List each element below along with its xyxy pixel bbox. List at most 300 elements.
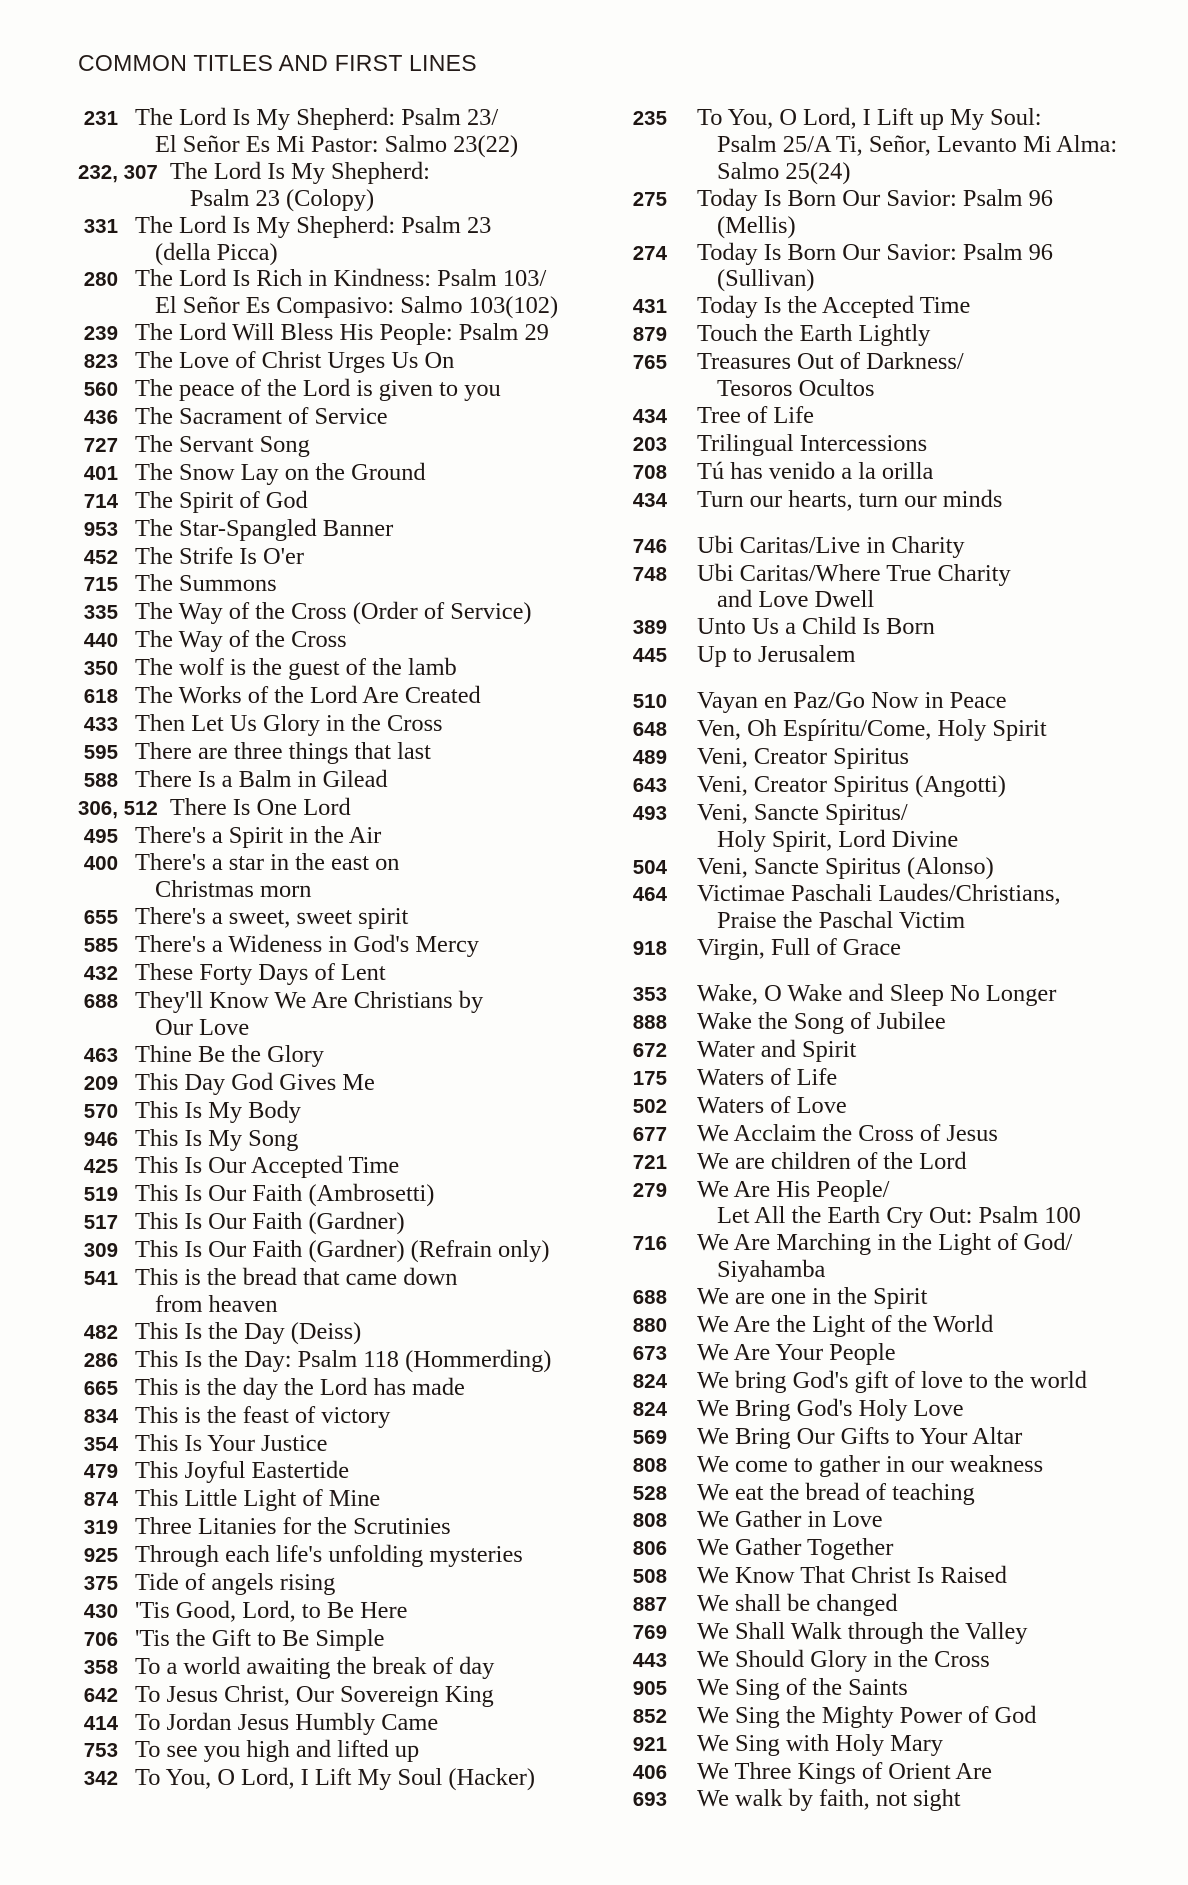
title-line: Turn our hearts, turn our minds <box>697 485 1003 513</box>
index-entry <box>627 772 1172 800</box>
index-entry <box>72 1737 592 1765</box>
hymn-title <box>135 960 386 987</box>
title-line: There's a Wideness in God's Mercy <box>135 931 479 959</box>
title-line: We Know That Christ Is Raised <box>697 1562 1007 1590</box>
index-entry <box>627 1507 1172 1535</box>
title-line: We Gather Together <box>697 1534 894 1562</box>
title-line: Victimae Paschali Laudes/Christians, <box>697 880 1061 908</box>
hymn-number: 925 <box>83 1544 118 1568</box>
index-entry <box>627 1759 1172 1787</box>
index-entry <box>72 1126 592 1154</box>
index-entry <box>627 981 1172 1009</box>
index-entry <box>72 376 592 404</box>
title-line: Three Litanies for the Scrutinies <box>135 1513 451 1541</box>
title-line: This Joyful Eastertide <box>135 1457 350 1485</box>
hymn-number: 874 <box>83 1488 118 1512</box>
hymn-number: 570 <box>83 1099 118 1123</box>
title-line: There Is a Balm in Gilead <box>135 765 388 793</box>
index-entry <box>72 739 592 767</box>
title-line: We eat the bread of teaching <box>697 1478 975 1506</box>
index-entry <box>627 293 1172 321</box>
hymn-title <box>135 1098 301 1125</box>
hymn-number: 354 <box>83 1432 118 1456</box>
title-line: There's a star in the east on <box>135 849 400 877</box>
index-entry <box>72 711 592 739</box>
hymn-number: 746 <box>632 534 667 558</box>
title-line: The Summons <box>135 570 277 598</box>
title-continuation: Psalm 23 (Colopy) <box>189 184 375 212</box>
hymn-title <box>697 186 1053 240</box>
hymn-title <box>697 1284 927 1311</box>
hymn-number: 445 <box>632 644 667 668</box>
index-entry <box>627 1230 1172 1284</box>
hymn-title <box>697 981 1056 1008</box>
hymn-title <box>135 655 457 682</box>
hymn-title <box>697 1121 998 1148</box>
title-line: Touch the Earth Lightly <box>697 320 931 348</box>
index-entry <box>627 321 1172 349</box>
hymn-number: 350 <box>83 657 118 681</box>
hymn-title <box>697 1619 1028 1646</box>
title-continuation: Our Love <box>155 1013 250 1041</box>
index-entry <box>627 240 1172 294</box>
index-entry <box>627 1786 1172 1814</box>
title-line: The Sacrament of Service <box>135 402 388 430</box>
hymn-title <box>135 404 388 431</box>
index-entry <box>627 1424 1172 1452</box>
hymn-number: 673 <box>632 1341 667 1365</box>
index-entry <box>72 266 592 320</box>
hymn-number: 463 <box>83 1043 118 1067</box>
index-entry <box>72 1486 592 1514</box>
index-entry <box>627 1065 1172 1093</box>
hymn-number: 274 <box>632 241 667 265</box>
title-line: To You, O Lord, I Lift My Soul (Hacker) <box>135 1764 536 1792</box>
title-line: We shall be changed <box>697 1590 898 1618</box>
index-entry <box>627 642 1172 670</box>
hymn-number: 953 <box>83 517 118 541</box>
hymn-number: 585 <box>83 934 118 958</box>
title-line: We bring God's gift of love to the world <box>697 1366 1087 1394</box>
title-line: To Jordan Jesus Humbly Came <box>135 1708 439 1736</box>
hymn-title <box>697 1149 967 1176</box>
index-entry <box>627 1703 1172 1731</box>
hymn-number: 672 <box>632 1039 667 1062</box>
hymn-title <box>697 800 958 854</box>
hymn-number: 677 <box>632 1122 667 1146</box>
hymn-number: 508 <box>632 1565 667 1589</box>
hymn-number: 502 <box>632 1094 667 1118</box>
hymn-number: 309 <box>83 1239 118 1263</box>
index-entry <box>72 1458 592 1486</box>
hymn-title <box>697 1396 964 1423</box>
index-entry <box>627 1675 1172 1703</box>
title-line: The Lord Is My Shepherd: <box>169 157 430 185</box>
hymn-number: 335 <box>83 601 118 625</box>
hymn-title <box>135 348 454 375</box>
hymn-number: 482 <box>83 1320 118 1344</box>
index-entry <box>72 320 592 348</box>
hymn-number: 643 <box>632 773 667 797</box>
index-entry <box>627 1009 1172 1037</box>
title-line: Then Let Us Glory in the Cross <box>135 709 443 737</box>
title-continuation: (Sullivan) <box>717 265 815 293</box>
index-entry <box>72 683 592 711</box>
title-line: We Sing the Mighty Power of God <box>697 1701 1037 1729</box>
title-line: Trilingual Intercessions <box>697 429 928 457</box>
index-entry <box>627 744 1172 772</box>
hymn-number: 209 <box>83 1071 118 1095</box>
hymn-number: 808 <box>632 1453 667 1477</box>
index-entry <box>627 1121 1172 1149</box>
right-column <box>627 105 1172 1814</box>
hymn-number: 306, 512 <box>78 796 158 820</box>
title-continuation: El Señor Es Compasivo: Salmo 103(102) <box>155 292 559 320</box>
hymn-title <box>135 739 431 766</box>
hymn-number: 806 <box>632 1537 667 1561</box>
hymn-number: 425 <box>83 1155 118 1179</box>
hymn-number: 430 <box>83 1599 118 1623</box>
hymn-number: 528 <box>632 1481 667 1505</box>
hymn-number: 519 <box>83 1183 118 1207</box>
hymn-number: 921 <box>632 1732 667 1756</box>
hymn-title <box>697 105 1117 186</box>
index-entry <box>627 1312 1172 1340</box>
title-line: This Little Light of Mine <box>135 1485 381 1513</box>
hymn-number: 748 <box>632 562 667 586</box>
hymn-number: 918 <box>632 937 667 961</box>
title-line: The Works of the Lord Are Created <box>135 682 481 710</box>
index-entry <box>627 1037 1172 1065</box>
hymn-title <box>135 488 308 515</box>
index-entry <box>72 1403 592 1431</box>
index-entry <box>72 1598 592 1626</box>
hymn-number: 727 <box>83 433 118 457</box>
hymn-number: 879 <box>632 323 667 347</box>
title-continuation: (della Picca) <box>155 238 278 266</box>
index-entry <box>72 1042 592 1070</box>
hymn-number: 648 <box>632 718 667 742</box>
hymn-title <box>135 904 408 931</box>
title-line: Waters of Life <box>697 1063 838 1091</box>
title-line: This Is the Day (Deiss) <box>135 1317 362 1345</box>
title-line: We are one in the Spirit <box>697 1283 928 1311</box>
index-entry <box>72 348 592 376</box>
hymn-title <box>697 1786 961 1813</box>
hymn-number: 489 <box>632 745 667 769</box>
title-continuation: Praise the Paschal Victim <box>717 907 966 935</box>
title-line: Tide of angels rising <box>135 1569 336 1597</box>
hymn-number: 452 <box>83 545 118 569</box>
hymn-number: 769 <box>632 1621 667 1645</box>
hymn-title <box>697 1312 993 1339</box>
hymn-number: 389 <box>632 616 667 640</box>
hymn-number: 280 <box>83 268 118 292</box>
title-line: Water and Spirit <box>697 1036 857 1063</box>
hymn-number: 353 <box>632 983 667 1007</box>
index-entry <box>627 1284 1172 1312</box>
hymn-title <box>135 1265 457 1319</box>
title-line: Veni, Sancte Spiritus/ <box>697 798 908 826</box>
title-line: Wake, O Wake and Sleep No Longer <box>697 980 1057 1008</box>
hymn-number: 493 <box>632 801 667 825</box>
title-continuation: Christmas morn <box>155 876 312 904</box>
hymn-title <box>135 432 310 459</box>
hymn-title <box>697 1065 837 1092</box>
title-line: 'Tis Good, Lord, to Be Here <box>135 1596 408 1624</box>
hymn-title <box>697 1591 898 1618</box>
hymn-title <box>697 1037 856 1064</box>
title-line: They'll Know We Are Christians by <box>135 987 484 1014</box>
hymn-number: 436 <box>83 405 118 429</box>
title-continuation: Let All the Earth Cry Out: Psalm 100 <box>717 1202 1081 1230</box>
title-line: The peace of the Lord is given to you <box>135 375 501 403</box>
hymn-number: 235 <box>632 107 667 130</box>
hymn-number: 279 <box>632 1178 667 1202</box>
index-entry <box>72 544 592 572</box>
index-entry <box>72 1570 592 1598</box>
title-line: This Is Our Faith (Gardner) <box>135 1208 405 1236</box>
hymn-title <box>135 1514 451 1541</box>
hymn-title <box>135 1153 399 1180</box>
hymn-title <box>697 403 814 430</box>
hymn-number: 175 <box>632 1066 667 1090</box>
hymn-number: 358 <box>83 1655 118 1679</box>
title-line: Veni, Creator Spiritus (Angotti) <box>697 770 1006 798</box>
title-continuation: Salmo 25(24) <box>717 157 851 185</box>
hymn-number: 753 <box>83 1739 118 1763</box>
index-entry <box>627 854 1172 882</box>
title-line: Up to Jerusalem <box>697 641 856 669</box>
hymn-number: 714 <box>83 489 118 513</box>
hymn-number: 946 <box>83 1127 118 1151</box>
hymn-title <box>697 349 964 403</box>
title-line: Virgin, Full of Grace <box>697 934 902 962</box>
title-line: Today Is the Accepted Time <box>697 292 971 320</box>
title-line: Vayan en Paz/Go Now in Peace <box>697 687 1007 715</box>
hymn-number: 401 <box>83 461 118 485</box>
hymn-title <box>135 1542 523 1569</box>
title-line: The Strife Is O'er <box>135 542 304 570</box>
index-entry <box>627 1591 1172 1619</box>
hymn-title <box>135 627 347 654</box>
hymn-number: 706 <box>83 1627 118 1651</box>
index-entry <box>72 488 592 516</box>
hymn-title <box>135 1403 390 1430</box>
title-line: This is the feast of victory <box>135 1401 391 1429</box>
hymn-number: 414 <box>83 1711 118 1735</box>
index-entry <box>72 105 592 159</box>
hymn-number: 504 <box>632 855 667 879</box>
hymn-number: 443 <box>632 1648 667 1672</box>
title-line: These Forty Days of Lent <box>135 959 386 987</box>
title-line: This Is Your Justice <box>135 1429 328 1457</box>
hymn-title <box>135 711 443 738</box>
title-continuation: Holy Spirit, Lord Divine <box>717 825 959 853</box>
index-entry <box>72 516 592 544</box>
hymn-title <box>697 1480 975 1507</box>
title-continuation: from heaven <box>155 1290 278 1318</box>
hymn-title <box>135 932 479 959</box>
title-line: This Is Our Faith (Gardner) (Refrain only) <box>135 1236 550 1264</box>
title-line: We Sing of the Saints <box>697 1673 908 1701</box>
hymn-title <box>697 744 909 771</box>
title-line: There are three things that last <box>135 737 431 765</box>
hymn-number: 541 <box>83 1267 118 1291</box>
index-entry <box>627 1647 1172 1675</box>
title-line: The Way of the Cross <box>135 626 347 654</box>
title-line: This Is My Body <box>135 1096 302 1124</box>
index-entry <box>627 1368 1172 1396</box>
hymn-number: 588 <box>83 768 118 792</box>
index-entry <box>72 1542 592 1570</box>
hymn-title <box>135 1319 361 1346</box>
title-line: We Are His People/ <box>697 1175 890 1203</box>
index-entry <box>627 105 1172 186</box>
hymn-title <box>135 1431 327 1458</box>
hymn-title <box>697 642 856 669</box>
index-entry <box>627 1340 1172 1368</box>
index-entry <box>627 800 1172 854</box>
hymn-title <box>697 1230 1072 1284</box>
hymn-number: 331 <box>83 214 118 238</box>
hymn-number: 232, 307 <box>78 160 158 184</box>
index-entry <box>72 1209 592 1237</box>
hymn-title <box>170 159 430 213</box>
hymn-title <box>697 881 1061 935</box>
index-entry <box>627 1563 1172 1591</box>
title-line: To Jesus Christ, Our Sovereign King <box>135 1680 494 1708</box>
title-line: 'Tis the Gift to Be Simple <box>135 1624 385 1652</box>
title-line: Today Is Born Our Savior: Psalm 96 <box>697 184 1053 212</box>
title-line: Waters of Love <box>697 1091 847 1119</box>
title-line: The Star-Spangled Banner <box>135 514 394 542</box>
title-line: We Sing with Holy Mary <box>697 1729 943 1757</box>
title-line: Ven, Oh Espíritu/Come, Holy Spirit <box>697 715 1047 743</box>
index-entry <box>627 186 1172 240</box>
title-line: The Lord Will Bless His People: Psalm 29 <box>135 319 549 347</box>
index-entry <box>72 1153 592 1181</box>
hymn-title <box>135 988 483 1042</box>
hymn-number: 823 <box>83 350 118 374</box>
title-line: The Way of the Cross (Order of Service) <box>135 598 532 626</box>
page-heading: COMMON TITLES AND FIRST LINES <box>78 50 477 76</box>
hymn-number: 880 <box>632 1314 667 1338</box>
title-line: We Are Marching in the Light of God/ <box>697 1229 1073 1257</box>
title-line: The Love of Christ Urges Us On <box>135 347 455 375</box>
index-entry <box>72 404 592 432</box>
hymn-title <box>697 321 930 348</box>
hymn-title <box>697 293 970 320</box>
title-line: This is the bread that came down <box>135 1264 458 1292</box>
hymn-title <box>697 1675 908 1702</box>
title-line: The Lord Is Rich in Kindness: Psalm 103/ <box>135 265 547 293</box>
hymn-title <box>697 1731 943 1758</box>
hymn-number: 715 <box>83 573 118 597</box>
hymn-number: 479 <box>83 1460 118 1484</box>
index-entry <box>627 935 1172 963</box>
title-line: Today Is Born Our Savior: Psalm 96 <box>697 238 1053 266</box>
hymn-title <box>135 266 558 320</box>
hymn-number: 433 <box>83 712 118 736</box>
title-line: To see you high and lifted up <box>135 1736 420 1764</box>
index-entry <box>72 932 592 960</box>
hymn-title <box>697 688 1007 715</box>
hymn-number: 375 <box>83 1572 118 1596</box>
title-line: Veni, Creator Spiritus <box>697 742 910 770</box>
title-line: We Bring God's Holy Love <box>697 1394 964 1422</box>
title-line: The wolf is the guest of the lamb <box>135 654 457 682</box>
hymn-number: 319 <box>83 1516 118 1540</box>
hymn-number: 560 <box>83 378 118 402</box>
title-continuation: (Mellis) <box>717 211 796 239</box>
hymn-title <box>135 599 532 626</box>
hymn-number: 834 <box>83 1404 118 1428</box>
hymn-title <box>697 240 1053 294</box>
title-line: Wake the Song of Jubilee <box>697 1008 946 1036</box>
hymn-number: 618 <box>83 685 118 709</box>
title-continuation: Psalm 25/A Ti, Señor, Levanto Mi Alma: <box>717 130 1118 158</box>
hymn-title <box>135 1710 438 1737</box>
index-entry <box>72 1098 592 1126</box>
hymn-title <box>697 1535 893 1562</box>
hymn-number: 464 <box>632 883 667 907</box>
index-entry <box>72 1654 592 1682</box>
hymn-number: 406 <box>632 1760 667 1784</box>
left-column <box>72 105 592 1793</box>
hymn-title <box>135 1486 380 1513</box>
index-entry <box>72 213 592 267</box>
index-entry <box>627 403 1172 431</box>
title-continuation: and Love Dwell <box>717 586 875 614</box>
hymn-title <box>697 1424 1022 1451</box>
hymn-title <box>135 1626 384 1653</box>
hymn-title <box>697 854 994 881</box>
index-entry <box>72 988 592 1042</box>
title-line: This Is My Song <box>135 1124 299 1152</box>
index-entry <box>72 1375 592 1403</box>
hymn-number: 569 <box>632 1425 667 1449</box>
index-entry <box>627 349 1172 403</box>
hymn-number: 824 <box>632 1369 667 1393</box>
index-entry <box>72 159 592 213</box>
hymn-number: 852 <box>632 1704 667 1728</box>
hymn-number: 765 <box>632 351 667 375</box>
hymn-title <box>135 320 549 347</box>
index-entry <box>627 614 1172 642</box>
hymn-title <box>135 1654 494 1681</box>
hymn-title <box>135 850 399 904</box>
hymn-number: 510 <box>632 690 667 714</box>
title-continuation: Siyahamba <box>717 1256 826 1284</box>
title-line: This is the day the Lord has made <box>135 1373 465 1401</box>
index-entry <box>627 688 1172 716</box>
hymn-title <box>135 823 381 850</box>
title-line: We Are Your People <box>697 1338 896 1366</box>
hymn-title <box>697 772 1006 799</box>
index-entry <box>627 1396 1172 1424</box>
hymn-title <box>697 487 1002 514</box>
hymn-number: 495 <box>83 824 118 848</box>
hymn-title <box>135 1126 298 1153</box>
hymn-number: 905 <box>632 1676 667 1700</box>
hymn-title <box>135 1458 349 1485</box>
title-line: Unto Us a Child Is Born <box>697 613 935 641</box>
index-entry <box>72 1765 592 1793</box>
hymn-number: 239 <box>83 322 118 346</box>
title-line: This Is the Day: Psalm 118 (Hommerding) <box>135 1345 552 1373</box>
hymn-number: 595 <box>83 740 118 764</box>
